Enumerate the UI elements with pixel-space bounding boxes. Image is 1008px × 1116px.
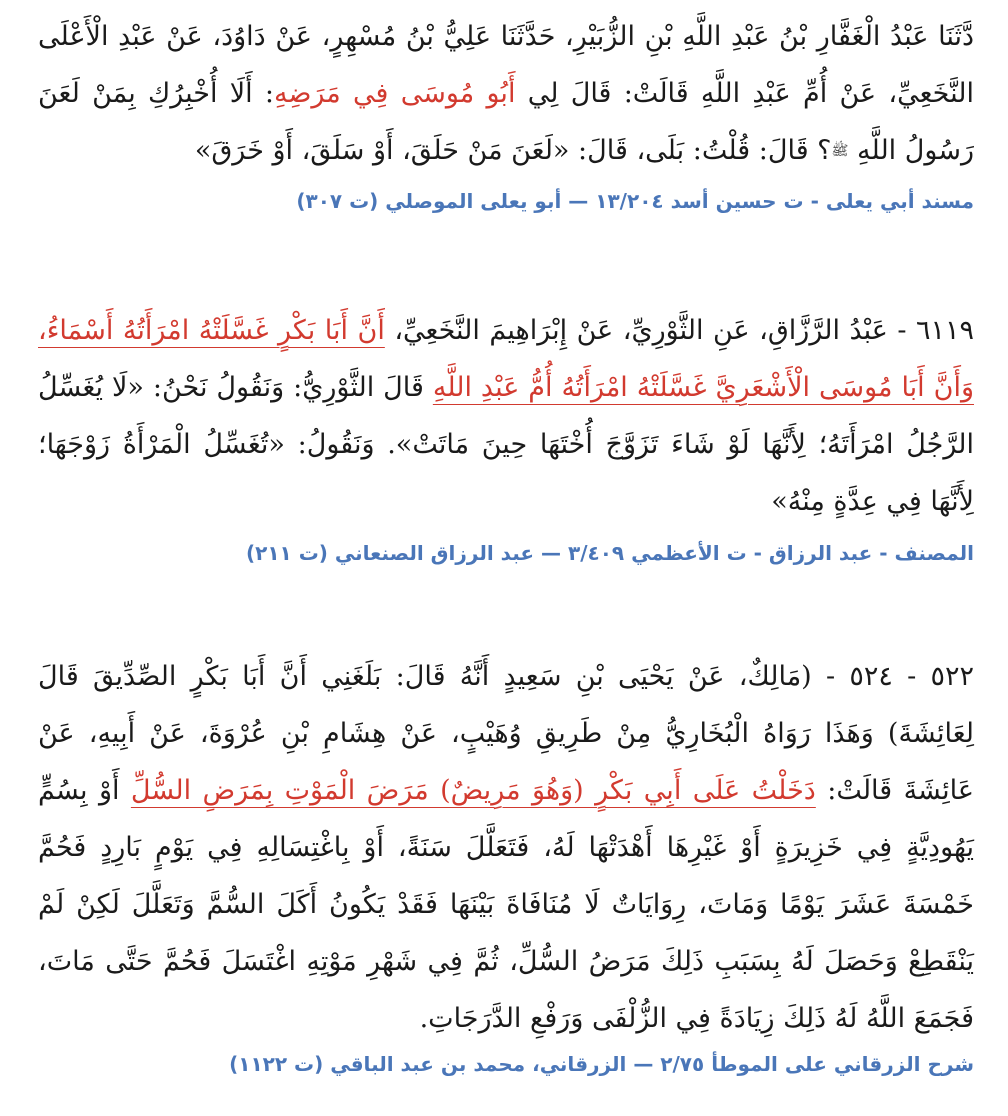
hadith-text: [38, 648, 974, 1047]
hadith-segment: ؟ قَالَ: قُلْتُ: بَلَى، قَالَ: «لَعَنَ مَنْ حَلَقَ، أَوْ سَلَقَ، أَوْ خَرَقَ»: [194, 135, 832, 166]
hadith-text: [38, 302, 974, 530]
hadith-segment: ٥٢٢ - ٥٢٤ - (مَالِكٌ، عَنْ يَحْيَى بْنِ سَعِيدٍ أَنَّهُ قَالَ: بَلَغَنِي أَنَّ أَبَا بَكْرٍ الصِّدِّيقَ قَالَ لِعَائِشَةَ) وَهَذَا رَوَاهُ الْبُخَارِيُّ مِنْ طَرِيقِ وُهَيْبٍ، عَنْ هِشَامِ بْنِ عُرْوَةَ، عَنْ أَبِيهِ، عَنْ عَائِشَةَ قَالَتْ:: [38, 661, 975, 806]
source-citation[interactable]: شرح الزرقاني على الموطأ ٢/٧٥ — الزرقاني، محمد بن عبد الباقي (ت ١١٢٢): [229, 1052, 974, 1076]
hadith-segment: ٦١١٩ - عَبْدُ الرَّزَّاقِ، عَنِ الثَّوْرِيِّ، عَنْ إِبْرَاهِيمَ النَّخَعِيِّ،: [384, 315, 974, 346]
quote-block-1: [38, 8, 974, 216]
highlighted-phrase: أَنَّ أَبَا بَكْرٍ غَسَّلَتْهُ امْرَأَتُهُ أَسْمَاءُ، وَأَنَّ أَبَا مُوسَى الْأَشْعَرِيَّ غَسَّلَتْهُ امْرَأَتُهُ أُمُّ عَبْدِ اللَّهِ: [38, 315, 974, 403]
hadith-segment: : أَلَا أُخْبِرُكِ بِمَنْ لَعَنَ رَسُولُ اللَّهِ: [38, 78, 974, 166]
source-citation[interactable]: المصنف - عبد الرزاق - ت الأعظمي ٣/٤٠٩ — عبد الرزاق الصنعاني (ت ٢١١): [245, 541, 974, 565]
highlighted-phrase: دَخَلْتُ عَلَى أَبِي بَكْرٍ (وَهُوَ مَرِيضٌ) مَرَضَ الْمَوْتِ بِمَرَضِ السُّلِّ: [130, 775, 816, 806]
source-citation[interactable]: مسند أبي يعلى - ت حسين أسد ١٣/٢٠٤ — أبو يعلى الموصلي (ت ٣٠٧): [296, 189, 974, 213]
hadith-segment: قَالَ الثَّوْرِيُّ: وَنَقُولُ نَحْنُ: «لَا يُغَسِّلُ الرَّجُلُ امْرَأَتَهُ؛ لِأَنَّهَا لَوْ شَاءَ تَزَوَّجَ أُخْتَهَا حِينَ مَاتَتْ». وَنَقُولُ: «تُغَسِّلُ الْمَرْأَةُ زَوْجَهَا؛ لِأَنَّهَا فِي عِدَّةٍ مِنْهُ»: [38, 372, 974, 517]
hadith-segment: أَوْ بِسُمٍّ يَهُودِيَّةٍ فِي خَزِيرَةٍ أَوْ غَيْرِهَا أَهْدَتْهَا لَهُ، فَتَعَلَّلَ سَنَةً، أَوْ بِاغْتِسَالِهِ فِي يَوْمٍ بَارِدٍ فَحُمَّ خَمْسَةَ عَشَرَ يَوْمًا وَمَاتَ، رِوَايَاتٌ لَا مُنَافَاةَ بَيْنَهَا فَقَدْ يَكُونُ أَكَلَ السُّمَّ وَتَعَلَّلَ لَكِنْ لَمْ يَنْقَطِعْ وَحَصَلَ لَهُ بِسَبَبِ ذَلِكَ مَرَضُ السُّلِّ، ثُمَّ فِي شَهْرِ مَوْتِهِ اغْتَسَلَ فَحُمَّ حَتَّى مَاتَ، فَجَمَعَ اللَّهُ لَهُ ذَلِكَ زِيَادَةً فِي الزُّلْفَى وَرَفْعِ الدَّرَجَاتِ.: [38, 775, 974, 1034]
hadith-text: [38, 8, 974, 180]
quote-block-3: [38, 648, 974, 1079]
quote-block-2: [38, 302, 974, 568]
highlighted-phrase: أَبُو مُوسَى فِي مَرَضِهِ: [274, 78, 516, 109]
honorific-symbol: ﷺ: [831, 143, 849, 159]
hadith-segment: دَّثَنَا عَبْدُ الْغَفَّارِ بْنُ عَبْدِ اللَّهِ بْنِ الزُّبَيْرِ، حَدَّثَنَا عَلِيُّ بْنُ مُسْهِرٍ، عَنْ دَاوُدَ، عَنْ عَبْدِ الْأَعْلَى النَّخَعِيِّ، عَنْ أُمِّ عَبْدِ اللَّهِ قَالَتْ: قَالَ لِي: [38, 21, 974, 109]
